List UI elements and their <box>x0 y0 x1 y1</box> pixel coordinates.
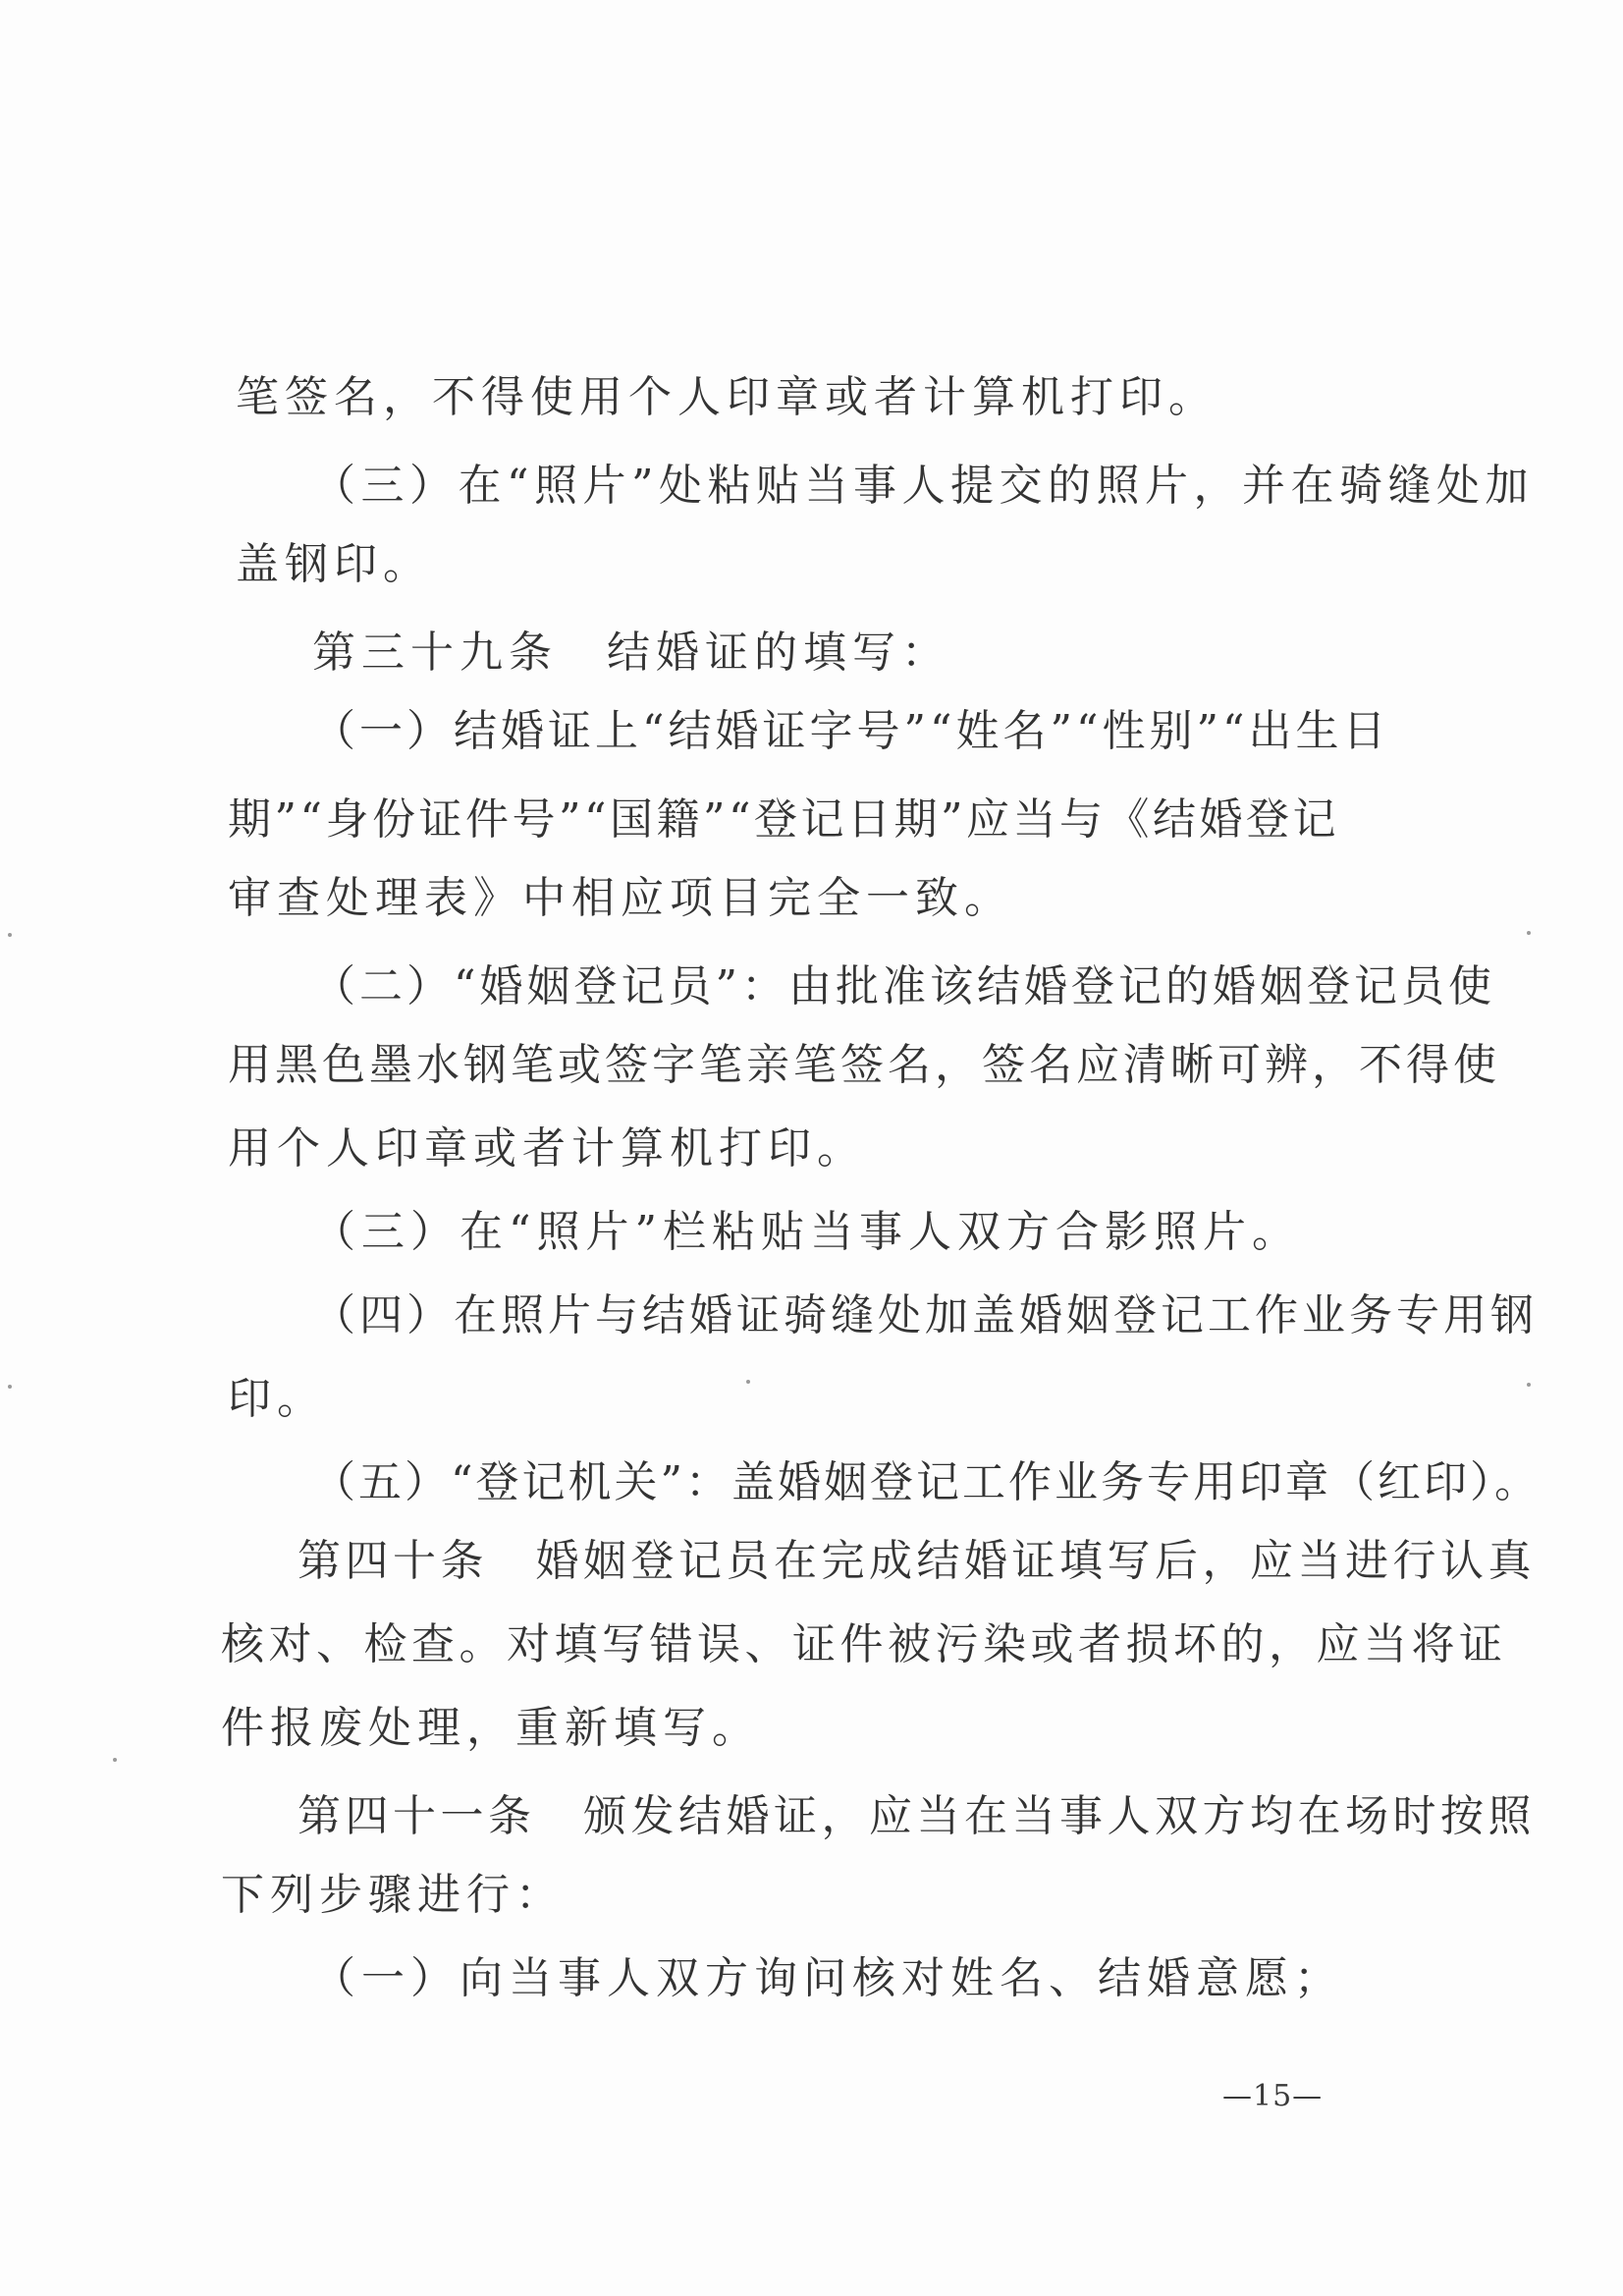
text-line: （一）向当事人双方询问核对姓名、结婚意愿； <box>312 1953 1343 2003</box>
text-line: （四）在照片与结婚证骑缝处加盖婚姻登记工作业务专用钢 <box>312 1290 1538 1340</box>
text-line: 核对、检查。对填写错误、证件被污染或者损坏的，应当将证 <box>221 1619 1507 1669</box>
text-line: 盖钢印。 <box>236 539 432 589</box>
text-line: 审查处理表》中相应项目完全一致。 <box>228 873 1013 923</box>
scan-speck <box>8 933 12 937</box>
text-line: （二）“婚姻登记员”：由批准该结婚登记的婚姻登记员使 <box>312 961 1495 1011</box>
text-line: 用黑色墨水钢笔或签字笔亲笔签名，签名应清晰可辨，不得使 <box>228 1040 1500 1090</box>
text-line: （三）在“照片”处粘贴当事人提交的照片，并在骑缝处加 <box>312 461 1534 511</box>
text-line: （一）结婚证上“结婚证字号”“姓名”“性别”“出生日 <box>312 706 1390 756</box>
text-line: （五）“登记机关”：盖婚姻登记工作业务专用印章（红印）。 <box>312 1457 1541 1507</box>
article-heading: 第四十一条 颁发结婚证，应当在当事人双方均在场时按照 <box>298 1791 1536 1841</box>
text-line: 下列步骤进行： <box>221 1870 565 1920</box>
text-line: 笔签名，不得使用个人印章或者计算机打印。 <box>236 372 1217 422</box>
scan-speck <box>8 1385 12 1389</box>
text-line: 件报废处理，重新填写。 <box>221 1703 761 1753</box>
page-number: —15— <box>1222 2079 1324 2113</box>
text-line: 用个人印章或者计算机打印。 <box>228 1123 866 1174</box>
scan-speck <box>1527 1383 1531 1387</box>
article-heading: 第三十九条 结婚证的填写： <box>312 628 950 678</box>
article-heading: 第四十条 婚姻登记员在完成结婚证填写后，应当进行认真 <box>298 1536 1536 1586</box>
scan-speck <box>746 1380 750 1384</box>
text-line: （三）在“照片”栏粘贴当事人双方合影照片。 <box>312 1207 1301 1257</box>
scan-speck <box>113 1758 117 1762</box>
text-line: 期”“身份证件号”“国籍”“登记日期”应当与《结婚登记 <box>228 794 1339 845</box>
scan-speck <box>1527 931 1531 935</box>
text-line: 印。 <box>228 1374 326 1424</box>
